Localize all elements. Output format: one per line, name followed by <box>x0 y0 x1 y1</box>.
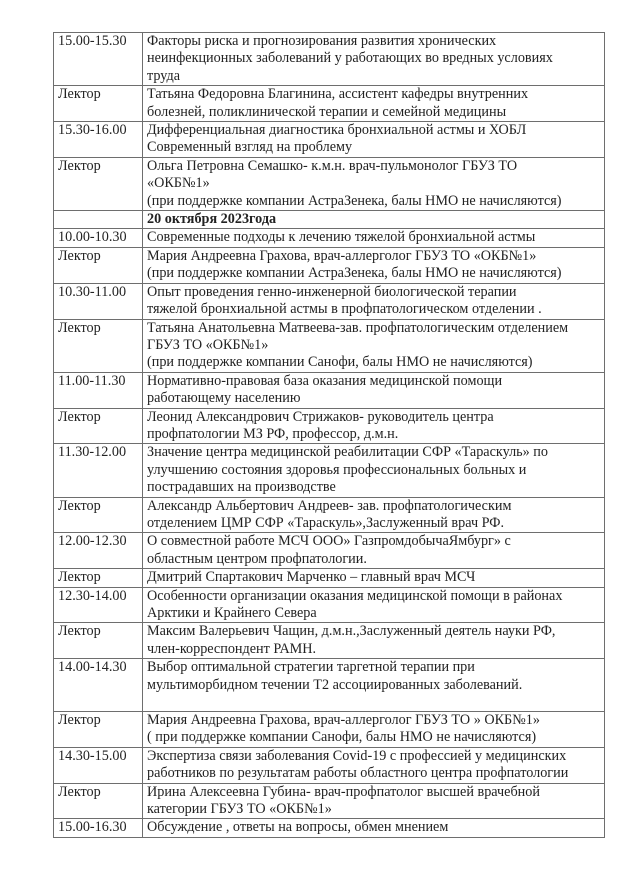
table-row <box>54 533 605 569</box>
time-cell: 11.00-11.30 <box>54 372 143 408</box>
topic-cell <box>143 819 605 837</box>
lecturer-line: профпатологии МЗ РФ, профессор, д.м.н. <box>147 425 399 442</box>
topic-line: улучшению состояния здоровья профессиональных больных и <box>147 461 527 478</box>
topic-line: областным центром профпатологии. <box>147 550 367 567</box>
topic-line: Значение центра медицинской реабилитации СФР «Тараскуль» по <box>147 444 548 461</box>
topic-line: Факторы риска и прогнозирования развития хронических <box>147 33 497 49</box>
time-cell: 12.00-12.30 <box>54 533 143 569</box>
topic-cell <box>143 587 605 623</box>
time-cell: 14.00-14.30 <box>54 659 143 712</box>
topic-line: работающему населению <box>147 390 301 407</box>
lecturer-line: (при поддержке компании АстраЗенека, балы НМО не начисляются) <box>147 265 562 282</box>
lecturer-label-cell: Лектор <box>54 157 143 210</box>
lecturer-label-cell: Лектор <box>54 319 143 372</box>
time-cell: 15.30-16.00 <box>54 122 143 158</box>
table-row <box>54 372 605 408</box>
lecturer-cell <box>143 712 605 748</box>
table-row <box>54 819 605 837</box>
table-row <box>54 408 605 444</box>
topic-cell <box>143 747 605 783</box>
lecturer-line: Ирина Алексеевна Губина- врач-профпатолог высшей врачебной <box>147 783 540 800</box>
topic-line: Нормативно-правовая база оказания медицинской помощи <box>147 372 503 389</box>
lecturer-line: Максим Валерьевич Чащин, д.м.н.,Заслуженный деятель науки РФ, <box>147 623 556 640</box>
topic-cell <box>143 122 605 158</box>
table-row <box>54 122 605 158</box>
lecturer-label-cell: Лектор <box>54 569 143 587</box>
table-row <box>54 569 605 587</box>
lecturer-line: Татьяна Федоровна Благинина, ассистент кафедры внутренних <box>147 86 529 103</box>
lecturer-cell <box>143 623 605 659</box>
table-row <box>54 229 605 247</box>
lecturer-cell <box>143 319 605 372</box>
time-cell: 15.00-15.30 <box>54 33 143 86</box>
lecturer-label-cell: Лектор <box>54 408 143 444</box>
topic-line: тяжелой бронхиальной астмы в профпатологическом отделении . <box>147 301 542 318</box>
topic-line: Опыт проведения генно-инженерной биологической терапии <box>147 283 517 300</box>
table-row <box>54 497 605 533</box>
table-row <box>54 783 605 819</box>
topic-cell <box>143 444 605 497</box>
lecturer-line: Александр Альбертович Андреев- зав. профпатологическим <box>147 497 512 514</box>
time-cell: 11.30-12.00 <box>54 444 143 497</box>
time-cell: 10.00-10.30 <box>54 229 143 247</box>
table-row <box>54 747 605 783</box>
lecturer-cell <box>143 569 605 587</box>
lecturer-line: ( при поддержке компании Санофи, балы НМО не начисляются) <box>147 729 537 746</box>
table-row <box>54 157 605 210</box>
topic-line: работников по результатам работы областного центра профпатологии <box>147 765 569 782</box>
lecturer-label-cell: Лектор <box>54 247 143 283</box>
topic-line: неинфекционных заболеваний у работающих во вредных условиях <box>147 50 553 67</box>
lecturer-line: «ОКБ№1» <box>147 175 210 192</box>
topic-line: Обсуждение , ответы на вопросы, обмен мнением <box>147 819 449 836</box>
table-row <box>54 659 605 712</box>
lecturer-line: ГБУЗ ТО «ОКБ№1» <box>147 336 269 353</box>
lecturer-line: Дмитрий Спартакович Марченко – главный врач МСЧ <box>147 569 476 586</box>
lecturer-line: категории ГБУЗ ТО «ОКБ№1» <box>147 801 332 818</box>
topic-line: Особенности организации оказания медицинской помощи в районах <box>147 587 563 604</box>
schedule-table-body <box>54 33 605 838</box>
table-row <box>54 247 605 283</box>
time-cell: 14.30-15.00 <box>54 747 143 783</box>
lecturer-cell <box>143 783 605 819</box>
time-cell: 15.00-16.30 <box>54 819 143 837</box>
lecturer-line: Мария Андреевна Грахова, врач-аллерголог ГБУЗ ТО «ОКБ№1» <box>147 247 537 264</box>
lecturer-cell <box>143 497 605 533</box>
topic-cell <box>143 283 605 319</box>
topic-line: Дифференциальная диагностика бронхиальной астмы и ХОБЛ <box>147 122 527 139</box>
table-row <box>54 283 605 319</box>
topic-line: О совместной работе МСЧ ООО» ГазпромдобычаЯмбург» с <box>147 533 511 550</box>
topic-line: Экспертиза связи заболевания Covid-19 с профессией у медицинских <box>147 747 567 764</box>
empty-cell <box>54 211 143 229</box>
table-row <box>54 319 605 372</box>
lecturer-line: (при поддержке компании Санофи, балы НМО не начисляются) <box>147 354 533 371</box>
date-heading: 20 октября 2023года <box>143 211 605 229</box>
lecturer-line: (при поддержке компании АстраЗенека, балы НМО не начисляются) <box>147 192 562 209</box>
table-row <box>54 444 605 497</box>
lecturer-line: Татьяна Анатольевна Матвеева-зав. профпатологическим отделением <box>147 319 569 336</box>
lecturer-line: Леонид Александрович Стрижаков- руководитель центра <box>147 408 494 425</box>
table-row <box>54 623 605 659</box>
program-schedule-table <box>53 32 605 838</box>
topic-line: Современный взгляд на проблему <box>147 139 353 156</box>
topic-cell <box>143 372 605 408</box>
lecturer-label-cell: Лектор <box>54 712 143 748</box>
lecturer-line: отделением ЦМР СФР «Тараскуль»,Заслуженный врач РФ. <box>147 514 505 531</box>
topic-line: труда <box>147 67 180 84</box>
table-row <box>54 33 605 86</box>
topic-line: Выбор оптимальной стратегии таргетной терапии при <box>147 659 475 676</box>
topic-cell <box>143 229 605 247</box>
table-row <box>54 712 605 748</box>
topic-cell <box>143 533 605 569</box>
lecturer-cell <box>143 86 605 122</box>
topic-cell <box>143 659 605 712</box>
topic-line: Арктики и Крайнего Севера <box>147 605 317 621</box>
lecturer-cell <box>143 408 605 444</box>
lecturer-line: член-корреспондент РАМН. <box>147 640 317 657</box>
topic-cell <box>143 33 605 86</box>
lecturer-label-cell: Лектор <box>54 86 143 122</box>
time-cell: 10.30-11.00 <box>54 283 143 319</box>
lecturer-line: Ольга Петровна Семашко- к.м.н. врач-пульмонолог ГБУЗ ТО <box>147 157 518 174</box>
topic-line: мультиморбидном течении Т2 ассоциированных заболеваний. <box>147 676 523 693</box>
lecturer-cell <box>143 247 605 283</box>
blank-line <box>147 694 600 711</box>
table-row <box>54 587 605 623</box>
lecturer-line: Мария Андреевна Грахова, врач-аллерголог ГБУЗ ТО » ОКБ№1» <box>147 712 540 729</box>
topic-line: пострадавших на производстве <box>147 479 336 496</box>
topic-line: Современные подходы к лечению тяжелой бронхиальной астмы <box>147 229 536 246</box>
date-row <box>54 211 605 229</box>
lecturer-label-cell: Лектор <box>54 497 143 533</box>
lecturer-label-cell: Лектор <box>54 623 143 659</box>
lecturer-line: болезней, поликлинической терапии и семейной медицины <box>147 103 507 120</box>
lecturer-label-cell: Лектор <box>54 783 143 819</box>
table-row <box>54 86 605 122</box>
time-cell: 12.30-14.00 <box>54 587 143 623</box>
lecturer-cell <box>143 157 605 210</box>
